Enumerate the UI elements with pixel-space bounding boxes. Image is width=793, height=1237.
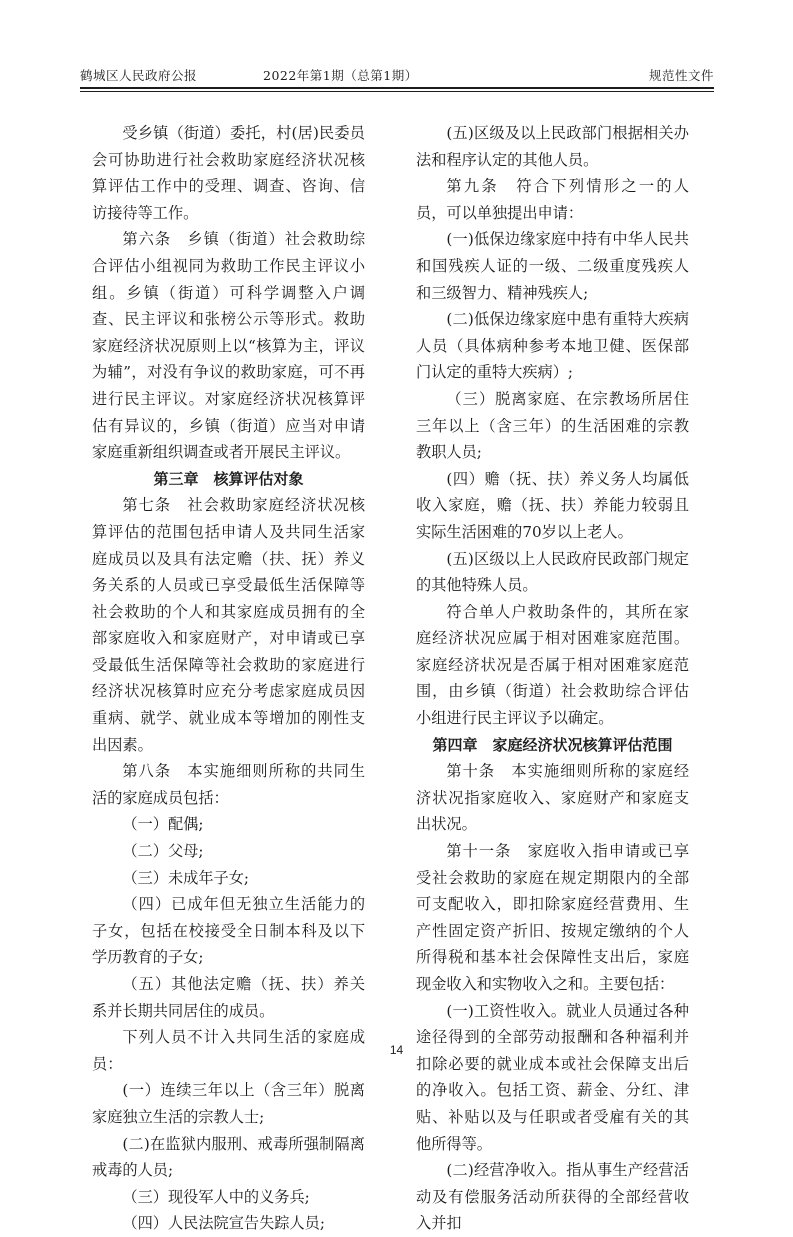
body-paragraph: （二）父母;	[122, 842, 204, 861]
chapter-heading: 第四章 家庭经济状况核算评估范围	[432, 735, 673, 754]
body-paragraph: （五）其他法定赡（抚、扶）养关系并长期共同居住的成员。	[92, 975, 365, 1020]
header-rule-thick	[80, 87, 714, 89]
issue-number: 2022年第1期（总第1期）	[263, 68, 418, 83]
body-paragraph: (五)区级及以上民政部门根据相关办法和程序认定的其他人员。	[416, 124, 689, 169]
body-paragraph: (四）赡（抚、扶）养义务人均属低收入家庭，赡（抚、扶）养能力较弱且实际生活困难的70岁以上老人。	[416, 469, 689, 541]
right-text-column	[416, 120, 689, 1237]
body-paragraph: 第八条 本实施细则所称的共同生活的家庭成员包括：	[92, 762, 365, 807]
body-paragraph: 下列人员不计入共同生活的家庭成员：	[92, 1028, 365, 1073]
body-paragraph: (二)低保边缘家庭中患有重特大疾病人员（具体病种参考本地卫健、医保部门认定的重特大疾病）;	[416, 310, 689, 382]
body-paragraph: 第十条 本实施细则所称的家庭经济状况指家庭收入、家庭财产和家庭支出状况。	[416, 762, 689, 834]
body-paragraph: （三）脱离家庭、在宗教场所居住三年以上（含三年）的生活困难的宗教教职人员;	[416, 389, 689, 462]
body-paragraph: (一)低保边缘家庭中持有中华人民共和国残疾人证的一级、二级重度残疾人和三级智力、精神残疾人;	[416, 230, 689, 302]
body-paragraph: （三）现役军人中的义务兵;	[122, 1187, 310, 1206]
chapter-heading: 第三章 核算评估对象	[153, 469, 304, 488]
body-paragraph: 第六条 乡镇（街道）社会救助综合评估小组视同为救助工作民主评议小组。乡镇（街道）可科学调整入户调查、民主评议和张榜公示等形式。救助家庭经济状况原则上以“核算为主，评议为辅”，对没有争议的救助家庭，可不再进行民主评议。对家庭经济状况核算评估有异议的，乡镇（街道）应当对申请家庭重新组织调查或者开展民主评议。	[92, 230, 365, 462]
page-header	[80, 64, 714, 84]
body-paragraph: 第十一条 家庭收入指申请或已享受社会救助的家庭在规定期限内的全部可支配收入，即扣除家庭经营费用、生产性固定资产折旧、按规定缴纳的个人所得税和基本社会保障性支出后，家庭现金收入和实物收入之和。主要包括：	[416, 842, 689, 993]
body-paragraph: （一）配偶;	[122, 815, 204, 834]
body-paragraph: (五)区级以上人民政府民政部门规定的其他特殊人员。	[416, 549, 689, 595]
left-text-column	[92, 120, 365, 1237]
body-paragraph: (二)在监狱内服刑、戒毒所强制隔离戒毒的人员;	[92, 1134, 365, 1180]
body-paragraph: （四）人民法院宣告失踪人员;	[122, 1214, 325, 1233]
body-paragraph: 受乡镇（街道）委托，村(居)民委员会可协助进行社会救助家庭经济状况核算评估工作中的受理、调查、咨询、信访接待等工作。	[92, 124, 365, 222]
body-paragraph: (一)工资性收入。就业人员通过各种途径得到的全部劳动报酬和各种福利并扣除必要的就业成本或社会保障支出后的净收入。包括工资、薪金、分红、津贴、补贴以及与任职或者受雇有关的其他所得等。	[416, 1001, 689, 1153]
body-paragraph: （三）未成年子女;	[122, 868, 250, 887]
page-number: 14	[389, 1043, 404, 1057]
body-paragraph: 第九条 符合下列情形之一的人员，可以单独提出申请：	[416, 177, 689, 222]
body-paragraph: （四）已成年但无独立生活能力的子女，包括在校接受全日制本科及以下学历教育的子女;	[92, 895, 365, 967]
body-paragraph: 第七条 社会救助家庭经济状况核算评估的范围包括申请人及共同生活家庭成员以及具有法定赡（扶、抚）养义务关系的人员或已享受最低生活保障等社会救助的个人和其家庭成员拥有的全部家庭收入和家庭财产，对申请或已享受最低生活保障等社会救助的家庭进行经济状况核算时应充分考虑家庭成员因重病、就学、就业成本等增加的刚性支出因素。	[92, 496, 365, 754]
body-paragraph: 符合单人户救助条件的，其所在家庭经济状况应属于相对困难家庭范围。家庭经济状况是否属于相对困难家庭范围，由乡镇（街道）社会救助综合评估小组进行民主评议予以确定。	[416, 602, 689, 728]
body-paragraph: (一）连续三年以上（含三年）脱离家庭独立生活的宗教人士;	[92, 1081, 365, 1126]
publication-title: 鹤城区人民政府公报	[80, 68, 198, 83]
header-rule-thin	[80, 91, 714, 92]
body-paragraph: (二)经营净收入。指从事生产经营活动及有偿服务活动所获得的全部经营收入并扣	[416, 1161, 689, 1233]
section-label: 规范性文件	[648, 68, 714, 83]
